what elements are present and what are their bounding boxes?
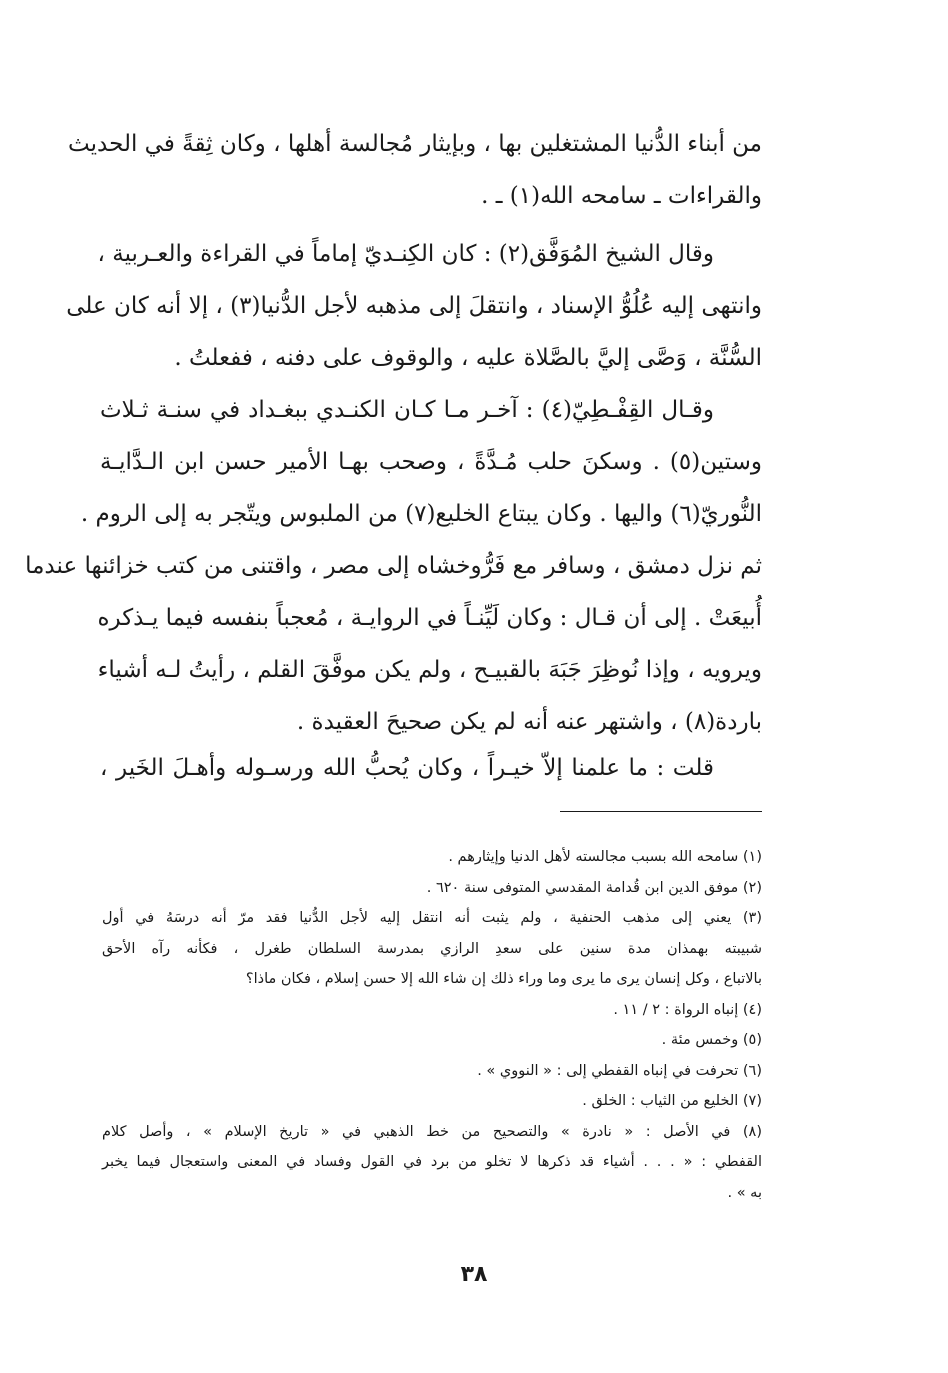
footnote-2: (٢) موفق الدين ابن قُدامة المقدسي المتوفى سنة ٦٢٠ . xyxy=(426,879,762,896)
footnote-3-cont: بالاتباع ، وكل إنسان يرى ما يرى وما وراء ذلك إن شاء الله إلا حسن إسلام ، فكان ماذا؟ xyxy=(245,971,762,987)
body-paragraph xyxy=(66,228,762,384)
text-line: قلت : ما علمنا إلاّ خيـراً ، وكان يُحبُّ الله ورسـوله وأهـلَ الخَير ، xyxy=(100,755,714,781)
footnote-8: (٨) في الأصل : « نادرة » والتصحيح من خط الذهبي في « تاريخ الإسلام » ، وأصل كلام xyxy=(102,1123,762,1140)
page-number: ٣٨ xyxy=(460,1262,488,1287)
text-line: وقال الشيخ المُوَفَّق(٢) : كان الكِنـديّ إماماً في القراءة والعـربية ، xyxy=(97,241,714,267)
text-line: ويرويه ، وإذا نُوظِرَ جَبَهَ بالقبيـح ، ولم يكن موفَّقَ القلم ، رأيتُ لـه أشياء xyxy=(97,657,762,683)
text-line: أُبيعَتْ . إلى أن قـال : وكان لَيِّنـاً في الروايـة ، مُعجباً بنفسه فيما يـذكره xyxy=(97,605,762,631)
footnote-separator xyxy=(560,811,762,812)
footnote-3-cont: شبيبته بهمذان مدة سنين على سعدِ الرازي بمدرسة السلطان طغرل ، فكأنه رآه الأحق xyxy=(102,940,762,957)
footnote-1: (١) سامحه الله بسبب مجالسته لأهل الدنيا وإيثارهم . xyxy=(448,849,762,865)
body-paragraph xyxy=(25,384,762,748)
body-paragraph xyxy=(68,118,762,222)
text-line: وانتهى إليه عُلُوُّ الإسناد ، وانتقلَ إلى مذهبه لأجل الدُّنيا(٣) ، إلا أنه كان على xyxy=(66,293,762,319)
footnote-7: (٧) الخليع من الثياب : الخلق . xyxy=(582,1093,762,1109)
footnotes-section xyxy=(102,842,762,1208)
text-line: ثم نزل دمشق ، وسافر مع فَرُّوخشاه إلى مصر ، واقتنى من كتب خزائنها عندما xyxy=(25,553,762,579)
footnote-3: (٣) يعني إلى مذهب الحنفية ، ولم يثبت أنه انتقل إليه لأجل الدُّنيا فقد مرّ أنه درسَهُ في أول xyxy=(102,910,762,926)
body-paragraph xyxy=(100,742,762,794)
text-line: والقراءات ـ سامحه الله(١) ـ . xyxy=(481,183,762,209)
footnote-8-cont: به » . xyxy=(727,1184,762,1201)
footnote-4: (٤) إنباه الرواة : ٢ / ١١ . xyxy=(613,1001,762,1018)
text-line: باردة(٨) ، واشتهر عنه أنه لم يكن صحيحَ العقيدة . xyxy=(296,709,762,735)
text-line: وستين(٥) . وسكنَ حلب مُـدَّةً ، وصحب بهـا الأمير حسن ابن الـدَّايـة xyxy=(100,449,762,475)
text-line: من أبناء الدُّنيا المشتغلين بها ، وبإيثار مُجالسة أهلها ، وكان ثِقةً في الحديث xyxy=(68,131,762,157)
footnote-6: (٦) تحرفت في إنباه القفطي إلى : « النووي » . xyxy=(477,1062,762,1079)
text-line: السُّنَّة ، وَصَّى إليَّ بالصَّلاة عليه ، والوقوف على دفنه ، ففعلتُ . xyxy=(174,345,762,371)
footnote-5: (٥) وخمس مئة . xyxy=(661,1032,762,1048)
text-line: وقـال القِفْـطِيّ(٤) : آخـر مـا كـان الكنـدي ببغـداد في سنـة ثـلاث xyxy=(100,397,714,423)
text-line: النُّوريّ(٦) واليها . وكان يبتاع الخليع(٧) من الملبوس ويتّجر به إلى الروم . xyxy=(80,501,762,527)
footnote-8-cont: القفطي : « . . . أشياء قد ذكرها لا تخلو من برد في القول وفساد في المعنى واستعجال فيما يخبر xyxy=(102,1154,762,1170)
